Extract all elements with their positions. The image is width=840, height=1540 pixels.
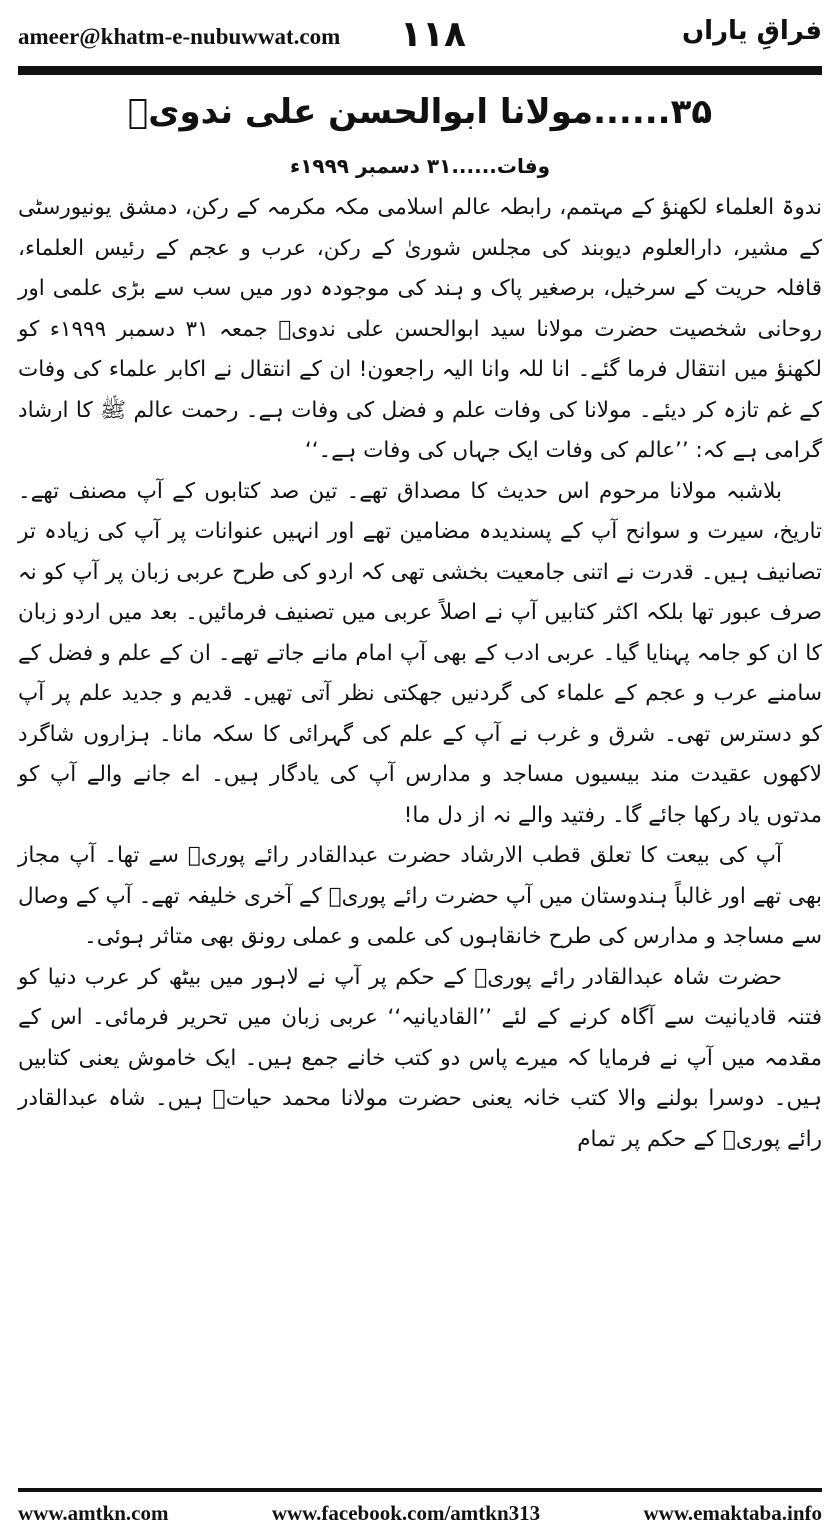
death-date: وفات......۳۱ دسمبر ۱۹۹۹ء bbox=[289, 154, 551, 178]
footer-link-amtkn[interactable]: www.amtkn.com bbox=[18, 1500, 169, 1525]
book-title: فراقِ یاراں bbox=[681, 16, 822, 46]
page-number: ۱۱۸ bbox=[400, 14, 466, 55]
footer-link-emaktaba[interactable]: www.emaktaba.info bbox=[643, 1500, 822, 1525]
paragraph-4: حضرت شاہ عبدالقادر رائے پوریؒ کے حکم پر آپ نے لاہور میں بیٹھ کر عرب دنیا کو فتنہ قادیانیت سے آگاہ کرنے کے لئے ’’القادیانیہ‘‘ عربی زبان میں تحریر فرمائی۔ اس کے مقدمہ میں آپ نے فرمایا کہ میرے پاس دو کتب خانے جمع ہیں۔ ایک خاموش یعنی کتابیں ہیں۔ دوسرا بولنے والا کتب خانہ یعنی حضرت مولانا محمد حیاتؒ ہیں۔ شاہ عبدالقادر رائے پوریؒ کے حکم پر تمام bbox=[18, 964, 822, 1152]
page-footer bbox=[18, 1496, 822, 1530]
page-content bbox=[18, 82, 822, 1160]
page-header bbox=[18, 10, 822, 66]
paragraph-1: ندوۃ العلماء لکھنؤ کے مہتمم، رابطہ عالم اسلامی مکہ مکرمہ کے رکن، دمشق یونیورسٹی کے مشیر، دارالعلوم دیوبند کی مجلس شوریٰ کے رکن، عرب و عجم کے رئیس العلماء، قافلہ حریت کے سرخیل، برصغیر پاک و ہند کی موجودہ دور میں سب سے بڑی علمی اور روحانی شخصیت حضرت مولانا سید ابوالحسن علی ندویؒ جمعہ ۳۱ دسمبر ۱۹۹۹ء کو لکھنؤ میں انتقال فرما گئے۔ انا للہ وانا الیہ راجعون! ان کے انتقال نے اکابر علماء کی وفات کے غم تازہ کر دیئے۔ مولانا کی وفات علم و فضل کی وفات ہے۔ رحمت عالم ﷺ کا ارشاد گرامی ہے کہ: ’’عالم کی وفات ایک جہاں کی وفات ہے۔‘‘ bbox=[18, 195, 822, 463]
header-rule bbox=[18, 66, 822, 75]
paragraph-2: بلاشبہ مولانا مرحوم اس حدیث کا مصداق تھے۔ تین صد کتابوں کے آپ مصنف تھے۔ تاریخ، سیرت و سوانح آپ کے پسندیدہ مضامین تھے اور انہیں عنوانات پر آپ کی زیادہ تر تصانیف ہیں۔ قدرت نے اتنی جامعیت بخشی تھی کہ اردو کی طرح عربی زبان پر آپ کو نہ صرف عبور تھا بلکہ اکثر کتابیں آپ نے اصلاً عربی میں تصنیف فرمائیں۔ بعد میں اردو زبان کا ان کو جامہ پہنایا گیا۔ عربی ادب کے بھی آپ امام مانے جاتے تھے۔ ان کے علم و فضل کے سامنے عرب و عجم کے علماء کی گردنیں جھکتی نظر آتی تھیں۔ قدیم و جدید علم پر آپ کو دسترس تھی۔ شرق و غرب نے آپ کے علم کی گہرائی کا سکہ مانا۔ ہزاروں شاگرد لاکھوں عقیدت مند بیسیوں مساجد و مدارس آپ کی یادگار ہیں۔ اے جانے والے آپ کو مدتوں یاد رکھا جائے گا۔ رفتید والے نہ از دل ما! bbox=[18, 478, 822, 828]
chapter-title: ۳۵......مولانا ابوالحسن علی ندویؒ bbox=[127, 92, 713, 132]
footer-rule bbox=[18, 1488, 822, 1492]
paragraph-3: آپ کی بیعت کا تعلق قطب الارشاد حضرت عبدالقادر رائے پوریؒ سے تھا۔ آپ مجاز بھی تھے اور غالباً ہندوستان میں آپ حضرت رائے پوریؒ کے آخری خلیفہ تھے۔ آپ کے وصال سے مساجد و مدارس کی طرح خانقاہوں کی علمی و عملی رونق بھی متاثر ہوئی۔ bbox=[18, 843, 822, 949]
footer-link-facebook[interactable]: www.facebook.com/amtkn313 bbox=[271, 1500, 541, 1525]
header-email: ameer@khatm-e-nubuwwat.com bbox=[18, 24, 341, 49]
